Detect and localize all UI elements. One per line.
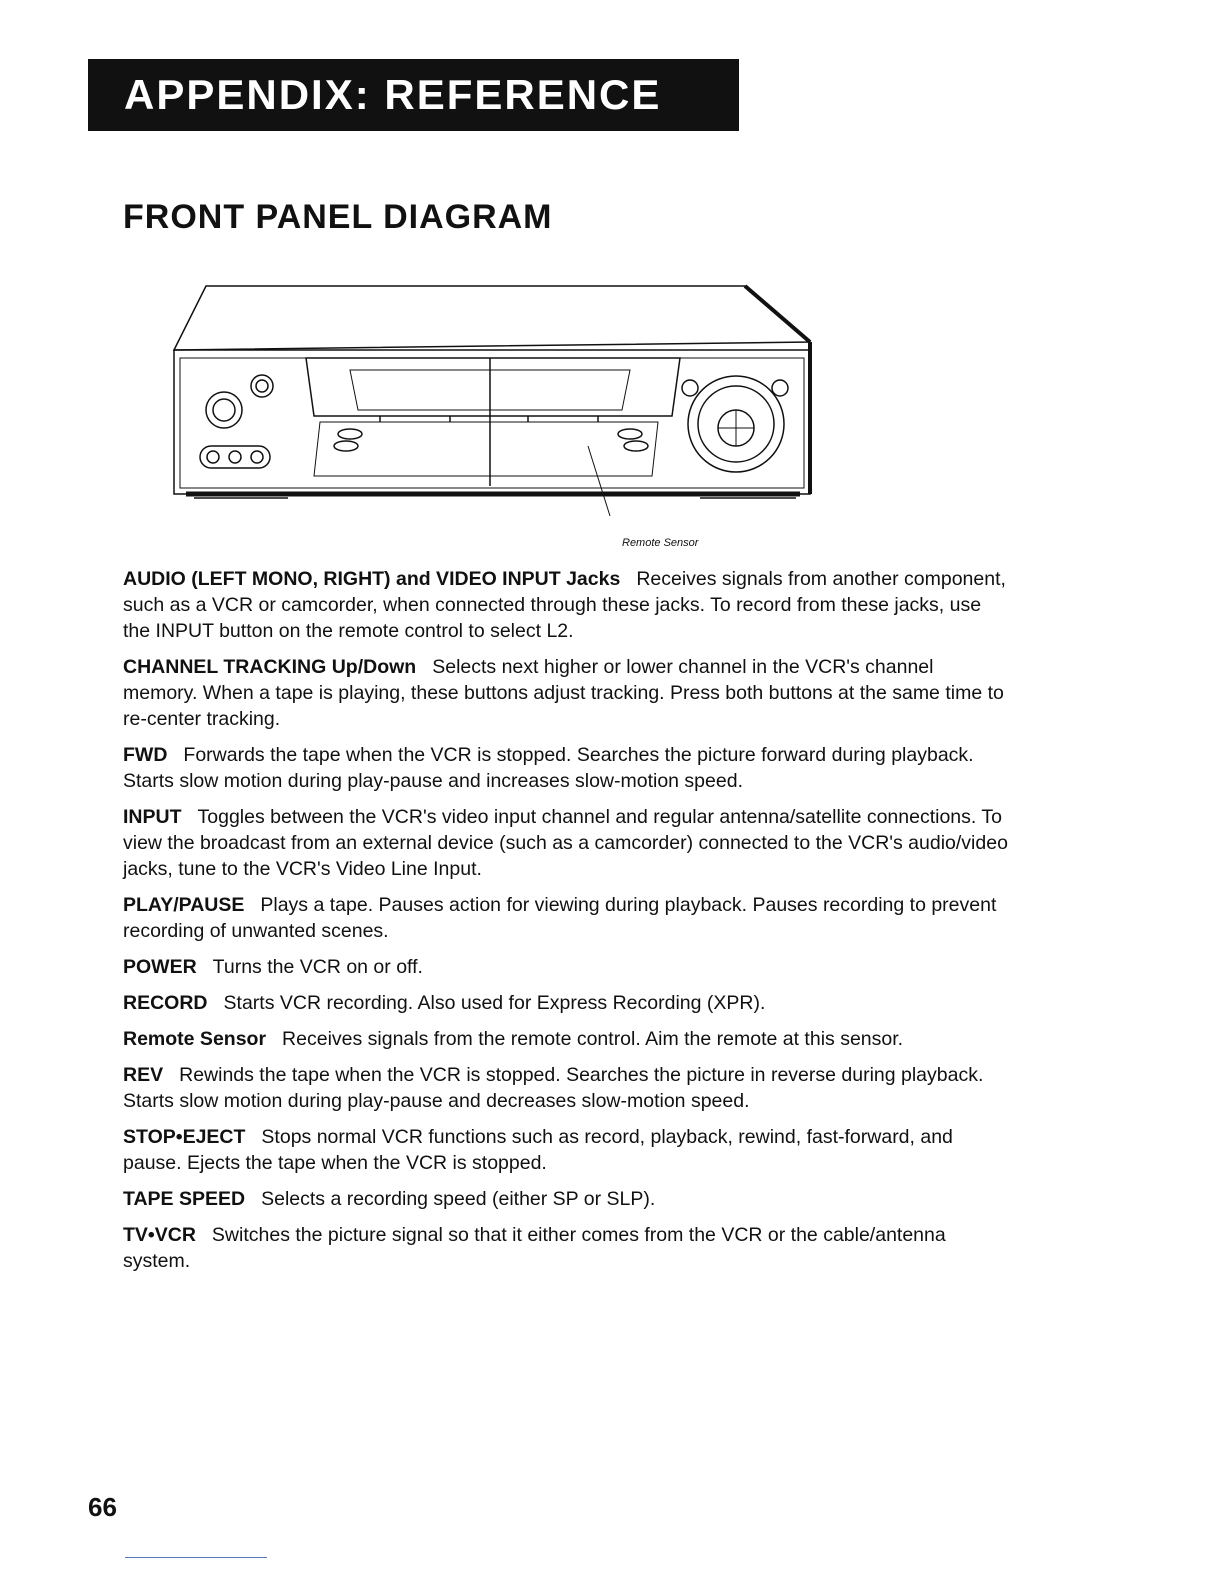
definition-item [123, 1026, 1013, 1052]
definition-item [123, 654, 1013, 732]
definition-term: TV•VCR [123, 1224, 196, 1246]
definition-item [123, 1062, 1013, 1114]
audio-right-jack-icon [251, 451, 263, 463]
definition-item [123, 1124, 1013, 1176]
definition-text: Selects next higher or lower channel in the VCR's channel memory. When a tape is playing, these buttons adjust tracking. Press both buttons at the same time to re-center tracking. [123, 656, 1004, 730]
tape-speed-button-icon [624, 441, 648, 451]
vcr-top-lid [174, 286, 810, 350]
definition-term: PLAY/PAUSE [123, 894, 245, 916]
definition-term: CHANNEL TRACKING Up/Down [123, 656, 417, 678]
definition-item [123, 1222, 1013, 1274]
footer-rule [125, 1557, 267, 1558]
video-jack-icon [207, 451, 219, 463]
definition-term: RECORD [123, 992, 208, 1014]
definition-term: AUDIO (LEFT MONO, RIGHT) and VIDEO INPUT Jacks [123, 568, 621, 590]
cassette-door [306, 358, 680, 416]
channel-up-button-icon [338, 429, 362, 439]
definition-text: Toggles between the VCR's video input channel and regular antenna/satellite connections. To view the broadcast from an external device (such as a camcorder) connected to the VCR's audio/video jacks, tune to the VCR's Video Line Input. [123, 806, 1008, 880]
definition-term: REV [123, 1064, 164, 1086]
banner-title: APPENDIX: REFERENCE [124, 71, 662, 118]
vcr-front-panel-diagram [160, 276, 820, 556]
definition-term: Remote Sensor [123, 1028, 267, 1050]
definition-item [123, 1186, 1013, 1212]
appendix-banner [88, 59, 739, 131]
definition-text: Plays a tape. Pauses action for viewing during playback. Pauses recording to prevent recording of unwanted scenes. [123, 894, 997, 942]
remote-sensor-pointer [588, 446, 610, 516]
definition-term: INPUT [123, 806, 182, 828]
definition-text: Receives signals from another component, such as a VCR or camcorder, when connected through these jacks. To record from these jacks, use the INPUT button on the remote control to select L2. [123, 568, 1006, 642]
section-title: FRONT PANEL DIAGRAM [123, 198, 553, 236]
definitions-list [123, 566, 1013, 1284]
remote-sensor-label: Remote Sensor [622, 537, 699, 549]
definition-text: Forwards the tape when the VCR is stopped. Searches the picture forward during playback. Starts slow motion during play-pause and increases slow-motion speed. [123, 744, 974, 792]
definition-item [123, 804, 1013, 882]
channel-down-button-icon [334, 441, 358, 451]
definition-text: Starts VCR recording. Also used for Express Recording (XPR). [223, 992, 766, 1014]
power-button-icon [206, 392, 242, 428]
definition-text: Receives signals from the remote control. Aim the remote at this sensor. [282, 1028, 904, 1050]
definition-term: POWER [123, 956, 197, 978]
definition-term: STOP•EJECT [123, 1126, 246, 1148]
definition-text: Switches the picture signal so that it either comes from the VCR or the cable/antenna system. [123, 1224, 946, 1272]
definition-text: Stops normal VCR functions such as record, playback, rewind, fast-forward, and pause. Ejects the tape when the VCR is stopped. [123, 1126, 953, 1174]
definition-term: FWD [123, 744, 168, 766]
page-number: 66 [88, 1492, 117, 1522]
definition-text: Selects a recording speed (either SP or SLP). [261, 1188, 656, 1210]
record-button-icon [618, 429, 642, 439]
definition-item [123, 742, 1013, 794]
definition-text: Rewinds the tape when the VCR is stopped. Searches the picture in reverse during playback. Starts slow motion during play-pause and decreases slow-motion speed. [123, 1064, 984, 1112]
audio-left-jack-icon [229, 451, 241, 463]
definition-text: Turns the VCR on or off. [212, 956, 423, 978]
definition-term: TAPE SPEED [123, 1188, 246, 1210]
definition-item [123, 892, 1013, 944]
tv-vcr-button-icon [251, 375, 273, 397]
definition-item [123, 954, 1013, 980]
definition-item [123, 566, 1013, 644]
definition-item [123, 990, 1013, 1016]
input-jacks-panel [200, 446, 270, 468]
